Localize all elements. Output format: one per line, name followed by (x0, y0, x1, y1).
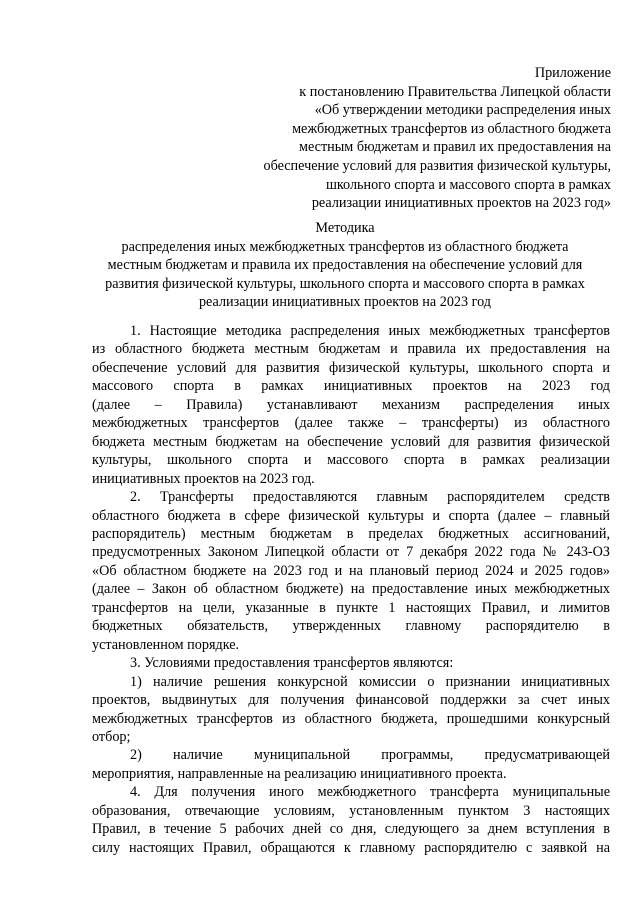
document-title (80, 219, 610, 312)
paragraph-line: из областного бюджета местным бюджетам и правила их предоставления на (92, 341, 610, 358)
appendix-header (200, 64, 611, 213)
paragraph-line: установленном порядке. (92, 636, 240, 653)
paragraph-4 (92, 673, 610, 747)
paragraph-line: областного бюджета в сфере физической культуры и спорта (далее – главный (92, 507, 610, 524)
paragraph-line: мероприятия, направленные на реализацию инициативного проекта. (92, 765, 507, 782)
title-line: распределения иных межбюджетных трансфертов из областного бюджета (121, 238, 569, 255)
paragraph-line: Правил, в течение 5 рабочих дней со дня, следующего за днем вступления в (92, 821, 610, 838)
title-line: реализации инициативных проектов на 2023 год (198, 294, 492, 311)
paragraph-line: образования, отвечающие условиям, установленным пунктом 3 настоящих (92, 802, 610, 819)
appendix-line: «Об утверждении методики распределения иных (314, 102, 611, 119)
paragraph-line: межбюджетных трансфертов (далее также – трансферты) из областного (92, 415, 610, 432)
paragraph-1 (92, 322, 610, 488)
document-body (92, 322, 610, 857)
paragraph-line: (далее – Закон об областном бюджете) на предоставление иных межбюджетных (92, 581, 610, 598)
paragraph-line: 1) наличие решения конкурсной комиссии о признании инициативных (130, 673, 610, 690)
paragraph-6 (92, 783, 610, 857)
title-heading: Методика (315, 220, 375, 236)
paragraph-line: культуры, школьного спорта и массового спорта в рамках реализации (92, 452, 610, 469)
title-line: развития физической культуры, школьного спорта и массового спорта в рамках (105, 275, 585, 292)
appendix-line: межбюджетных трансфертов из областного бюджета (292, 120, 611, 137)
paragraph-line: обеспечение условий для развития физической культуры, школьного спорта и (92, 359, 610, 376)
paragraph-line: трансфертов на цели, указанные в пункте 1 настоящих Правил, и лимитов (92, 599, 610, 616)
paragraph-line: инициативных проектов на 2023 год. (92, 470, 315, 487)
appendix-line: реализации инициативных проектов на 2023 год» (311, 195, 611, 212)
paragraph-line: «Об областном бюджете на 2023 год и на плановый период 2024 и 2025 годов» (92, 562, 610, 579)
paragraph-line: проектов, выдвинутых для получения финансовой поддержки за счет иных (92, 692, 610, 709)
paragraph-2 (92, 488, 610, 654)
paragraph-5 (92, 746, 610, 783)
paragraph-line: 4. Для получения иного межбюджетного трансферта муниципальные (130, 784, 610, 801)
paragraph-line: отбор; (92, 728, 131, 745)
paragraph-3 (92, 654, 610, 672)
paragraph-line: 3. Условиями предоставления трансфертов являются: (130, 655, 454, 672)
appendix-line: школьного спорта и массового спорта в рамках (325, 176, 611, 193)
paragraph-line: массового спорта в рамках инициативных проектов на 2023 год (92, 378, 610, 395)
appendix-line: к постановлению Правительства Липецкой области (299, 83, 611, 100)
paragraph-line: 2. Трансферты предоставляются главным распорядителем средств (130, 489, 610, 506)
appendix-line: обеспечение условий для развития физической культуры, (263, 157, 611, 174)
paragraph-line: межбюджетных трансфертов из областного бюджета, прошедшими конкурсный (92, 710, 610, 727)
paragraph-line: силу настоящих Правил, обращаются к главному распорядителю с заявкой на (92, 839, 610, 856)
title-line: местным бюджетам и правила их предоставления на обеспечение условий для (107, 257, 583, 274)
paragraph-line: 2) наличие муниципальной программы, предусматривающей (130, 747, 610, 764)
paragraph-line: распорядитель) местным бюджетам в пределах бюджетных ассигнований, (92, 525, 610, 542)
paragraph-line: бюджетных обязательств, утвержденных главному распорядителю в (92, 618, 610, 635)
paragraph-line: (далее – Правила) устанавливают механизм распределения иных (92, 396, 610, 413)
appendix-line: местным бюджетам и правил их предоставления на (299, 139, 611, 156)
appendix-line: Приложение (534, 65, 611, 81)
paragraph-line: бюджета местным бюджетам на обеспечение условий для развития физической (92, 433, 610, 450)
paragraph-line: предусмотренных Законом Липецкой области от 7 декабря 2022 года № 243-ОЗ (92, 544, 610, 561)
paragraph-line: 1. Настоящие методика распределения иных межбюджетных трансфертов (130, 323, 610, 339)
